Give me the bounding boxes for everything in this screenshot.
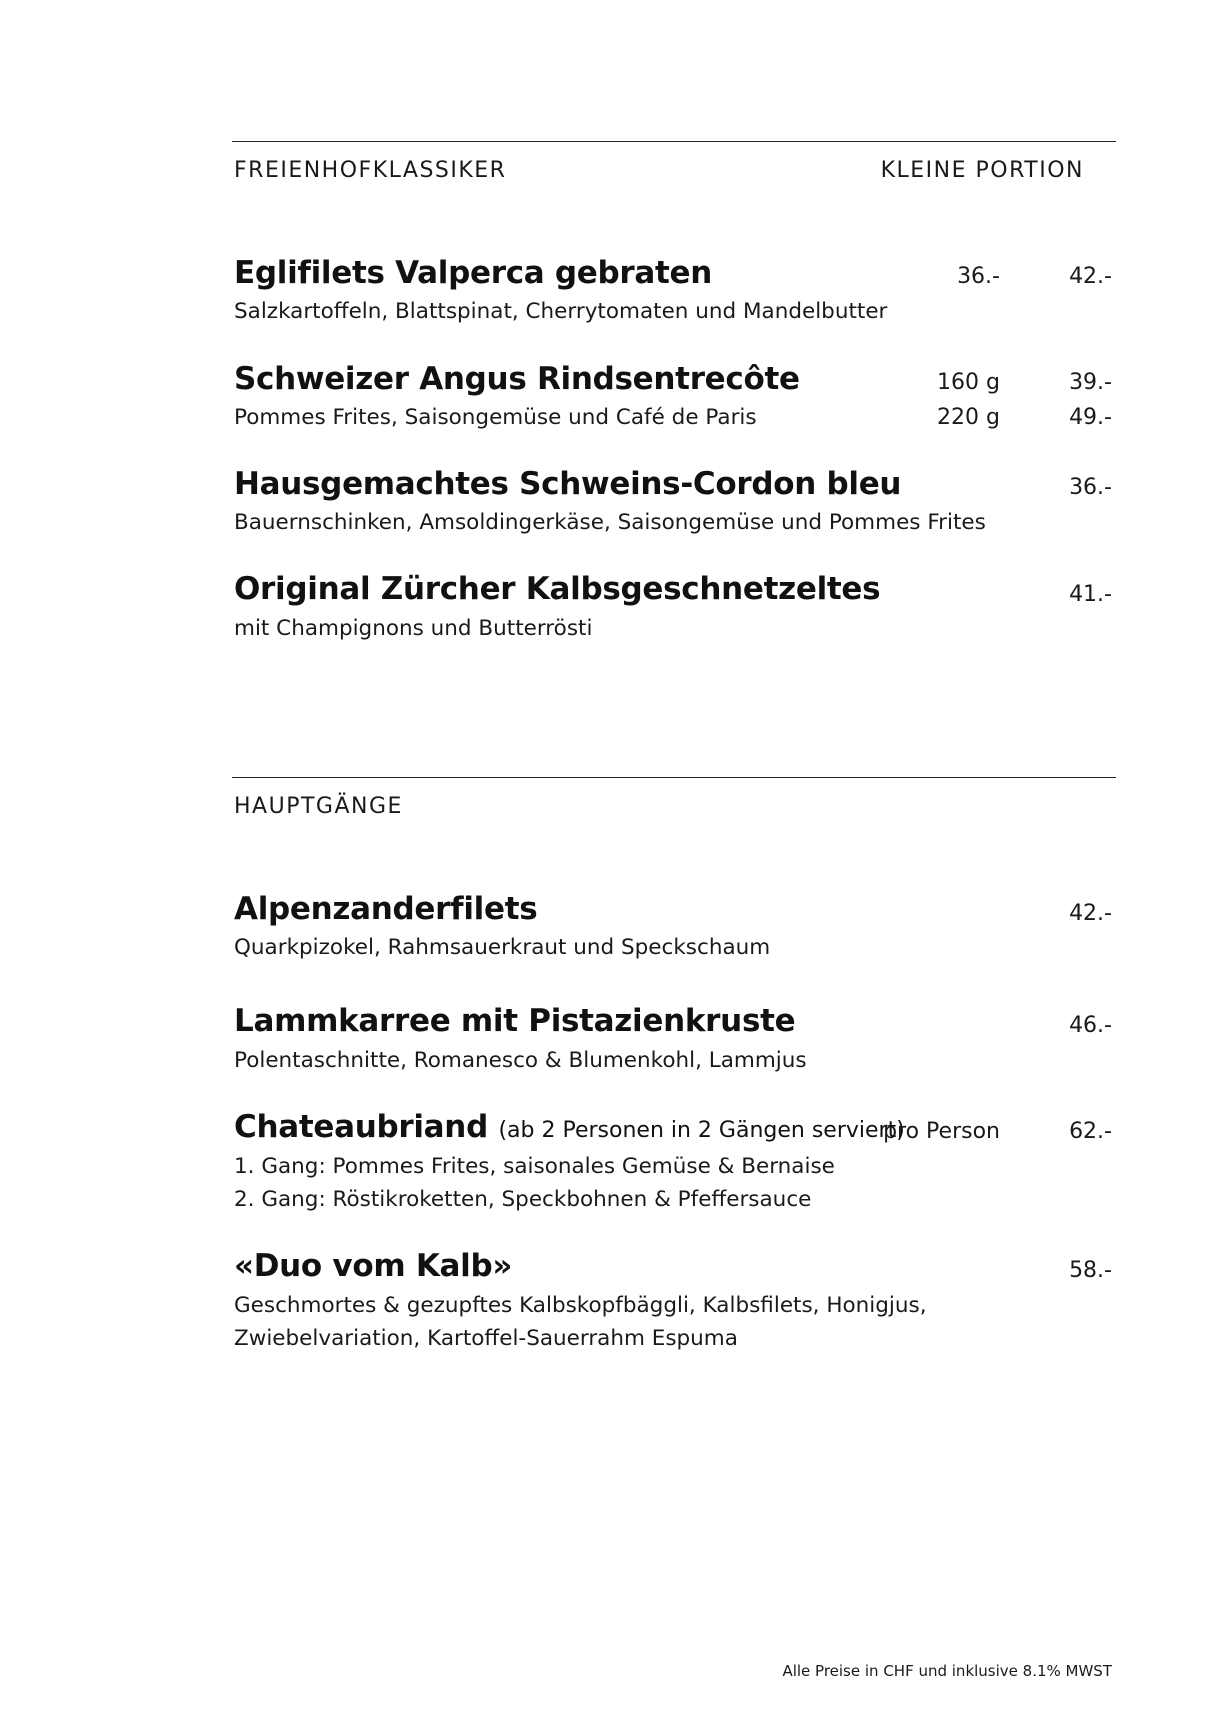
dish-description: Polentaschnitte, Romanesco & Blumenkohl, Lammjus: [234, 1048, 807, 1073]
portion-size-220: 220 g: [937, 405, 1000, 430]
dish-title: Lammkarree mit Pistazienkruste: [234, 1003, 796, 1039]
dish-title: Eglifilets Valperca gebraten: [234, 255, 713, 291]
dish-price: 62.-: [1069, 1119, 1112, 1144]
dish-price: 58.-: [1069, 1258, 1112, 1283]
dish-description-line-1: Geschmortes & gezupftes Kalbskopfbäggli, Kalbsfilets, Honigjus,: [234, 1293, 927, 1318]
section-divider: [232, 141, 1116, 142]
dish-price-160: 39.-: [1069, 370, 1112, 395]
dish-price: 41.-: [1069, 582, 1112, 607]
dish-title: Schweizer Angus Rindsentrecôte: [234, 361, 800, 397]
dish-price: 46.-: [1069, 1013, 1112, 1038]
dish-description: Salzkartoffeln, Blattspinat, Cherrytomaten und Mandelbutter: [234, 299, 888, 324]
dish-price-220: 49.-: [1069, 405, 1112, 430]
price-footnote: Alle Preise in CHF und inklusive 8.1% MWST: [782, 1662, 1112, 1680]
portion-size-160: 160 g: [937, 370, 1000, 395]
dish-description: Quarkpizokel, Rahmsauerkraut und Speckschaum: [234, 935, 771, 960]
dish-price: 42.-: [1069, 264, 1112, 289]
dish-description: mit Champignons und Butterrösti: [234, 616, 593, 641]
dish-title: Hausgemachtes Schweins-Cordon bleu: [234, 466, 902, 502]
dish-title: Original Zürcher Kalbsgeschnetzeltes: [234, 571, 881, 607]
dish-description: Bauernschinken, Amsoldingerkäse, Saisongemüse und Pommes Frites: [234, 510, 986, 535]
dish-note: (ab 2 Personen in 2 Gängen serviert): [498, 1118, 905, 1143]
dish-description-line-2: Zwiebelvariation, Kartoffel-Sauerrahm Espuma: [234, 1326, 738, 1351]
dish-description-line-2: 2. Gang: Röstikroketten, Speckbohnen & Pfeffersauce: [234, 1187, 812, 1212]
dish-title-text: Chateaubriand: [234, 1109, 488, 1145]
dish-title: [234, 1109, 905, 1145]
dish-description: Pommes Frites, Saisongemüse und Café de Paris: [234, 405, 757, 430]
dish-title: «Duo vom Kalb»: [234, 1248, 513, 1284]
column-label-kleine-portion: KLEINE PORTION: [880, 158, 1084, 183]
section-divider: [232, 777, 1116, 778]
dish-price: 36.-: [1069, 475, 1112, 500]
section-heading-hauptgaenge: HAUPTGÄNGE: [234, 794, 403, 819]
dish-description-line-1: 1. Gang: Pommes Frites, saisonales Gemüse & Bernaise: [234, 1154, 835, 1179]
section-heading-klassiker: FREIENHOFKLASSIKER: [234, 158, 507, 183]
dish-title: Alpenzanderfilets: [234, 891, 538, 927]
dish-price: 42.-: [1069, 901, 1112, 926]
small-portion-price: 36.-: [957, 264, 1000, 289]
price-unit: pro Person: [883, 1119, 1000, 1144]
